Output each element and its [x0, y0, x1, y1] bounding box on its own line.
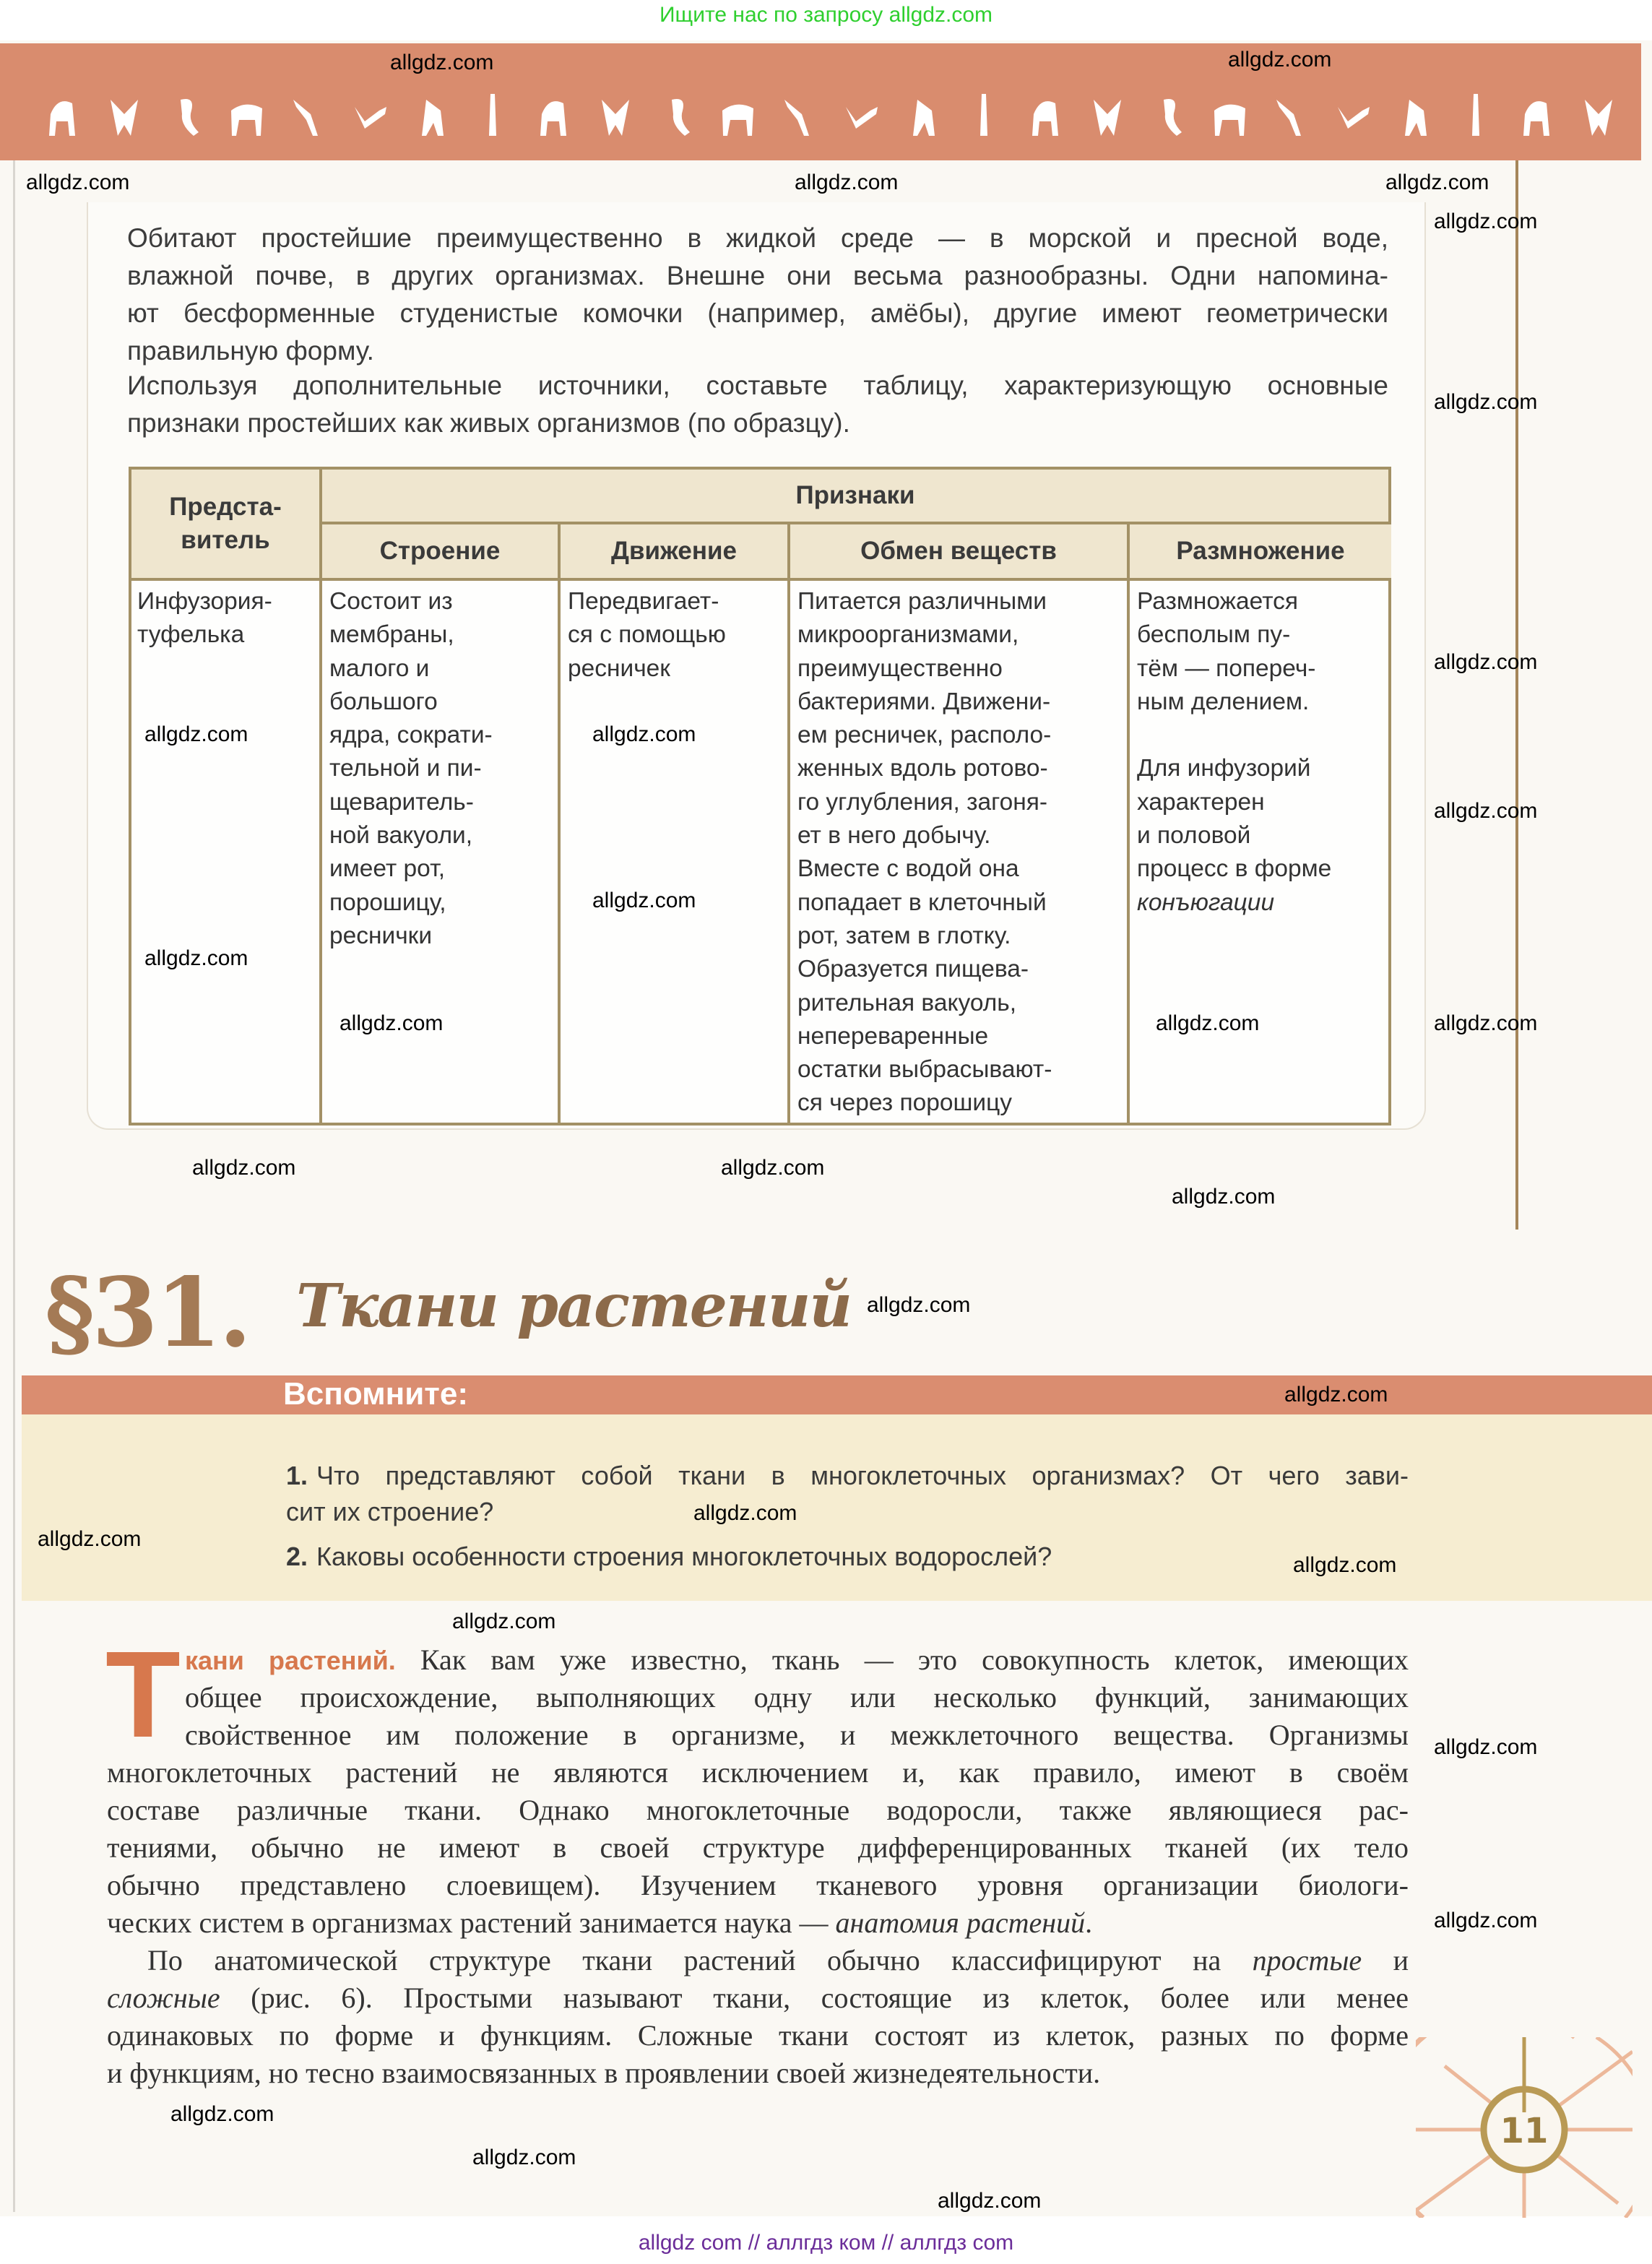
cell-line: конъюгации: [1137, 889, 1275, 916]
watermark: allgdz.com: [1293, 1553, 1397, 1577]
intro-line: Обитают простейшие преимущественно в жидкой среде — в морской и пресной воде,: [127, 223, 1388, 253]
table-rule: [319, 470, 322, 1123]
animal-silhouette-icon: [105, 92, 144, 140]
watermark: allgdz.com: [472, 2146, 576, 2169]
body-segment: свойственное им положение в организме, и межклеточного вещества. Организмы: [185, 1719, 1409, 1751]
animal-silhouette-icon: [596, 92, 635, 140]
cell-line: бесполым пу-: [1137, 621, 1291, 649]
cell-line: Образуется пищева-: [797, 956, 1029, 983]
body-segment: общее происхождение, выполняющих одну или несколько функций, занимающих: [185, 1681, 1409, 1714]
watermark: allgdz.com: [867, 1293, 971, 1317]
table-column-header: Размножение: [1130, 524, 1391, 578]
table-header-group: Признаки: [322, 470, 1388, 522]
table-rule: [558, 524, 561, 1123]
page-number-ornament: [1416, 2037, 1632, 2218]
body-line: [185, 1679, 1409, 1716]
table-cell-structure: [329, 585, 493, 953]
cell-line: щеваритель-: [329, 788, 474, 816]
watermark: allgdz.com: [1434, 1909, 1538, 1932]
margin-rule: [1515, 160, 1518, 1230]
watermark: allgdz.com: [592, 889, 696, 912]
cell-line: женных вдоль ротово-: [797, 755, 1048, 782]
question-text: сит их строение?: [286, 1497, 494, 1526]
body-line: [107, 2055, 1100, 2092]
body-line: [107, 1904, 1092, 1942]
cell-line: тельной и пи-: [329, 755, 482, 782]
cell-line: имеет рот,: [329, 855, 446, 883]
section-number: §31.: [45, 1257, 249, 1369]
table-rule: [1127, 524, 1130, 1123]
body-segment: многоклеточных растений не являются исключением и, как правило, имеют в своём: [107, 1756, 1409, 1789]
intro-line: признаки простейших как живых организмов (по образцу).: [127, 408, 850, 438]
body-segment: Как вам уже известно, ткань — это совокупность клеток, имеющих: [395, 1643, 1409, 1676]
cell-line: туфелька: [137, 621, 245, 649]
cell-line: Передвигает-: [568, 588, 719, 615]
animal-silhouette-icon: [289, 92, 328, 140]
watermark: allgdz.com: [1434, 209, 1538, 233]
cell-line: остатки выбрасывают-: [797, 1056, 1052, 1084]
recall-bar: [22, 1375, 1652, 1414]
body-line: [107, 1829, 1409, 1867]
animal-silhouette-icon: [1579, 92, 1618, 140]
table-rule: [787, 524, 790, 1123]
animal-silhouette-icon: [657, 92, 696, 140]
watermark: allgdz.com: [26, 170, 130, 194]
body-line: [107, 1979, 1409, 2017]
footer-links: allgdz com // аллгдз ком // аллгдз com: [638, 2231, 1014, 2255]
cell-line: го углубления, загоня-: [797, 788, 1048, 816]
watermark: allgdz.com: [1434, 1735, 1538, 1759]
cell-line: рот, затем в глотку.: [797, 922, 1011, 949]
cell-line: Размножается: [1137, 588, 1299, 615]
body-line: [185, 1716, 1409, 1754]
cell-line: большого: [329, 688, 438, 715]
body-line: [147, 1942, 1409, 1979]
animal-silhouette-icon: [780, 92, 819, 140]
animal-silhouette-icon: [1395, 92, 1434, 140]
animal-silhouette-icon: [719, 92, 758, 140]
recall-question-line: [286, 1539, 1052, 1575]
cell-line: тём — попереч-: [1137, 654, 1316, 682]
watermark: allgdz.com: [144, 722, 248, 746]
animal-silhouette-icon: [1211, 92, 1250, 140]
body-segment: По анатомической структуре ткани растений обычно классифицируют на: [147, 1944, 1253, 1976]
compass-ornament-icon: [1416, 2037, 1632, 2218]
body-segment: обычно представлено слоевищем). Изучением тканевого уровня организации биологи-: [107, 1869, 1409, 1901]
watermark: allgdz.com: [1172, 1185, 1276, 1209]
cell-line: ресничек: [568, 654, 670, 682]
cell-line: непереваренные: [797, 1022, 989, 1050]
watermark: allgdz.com: [192, 1156, 296, 1180]
cell-line: Для инфузорий: [1137, 755, 1311, 782]
cell-line: бактериями. Движени-: [797, 688, 1051, 715]
page-edge: [13, 160, 15, 2212]
watermark: allgdz.com: [592, 722, 696, 746]
animal-silhouette-icon: [166, 92, 205, 140]
body-segment: одинаковых по форме и функциям. Сложные ткани состоят из клеток, разных по форме: [107, 2019, 1409, 2052]
cell-line: попадает в клеточный: [797, 889, 1047, 916]
question-number: 1.: [286, 1461, 308, 1490]
watermark: allgdz.com: [938, 2189, 1042, 2213]
watermark: allgdz.com: [1284, 1383, 1388, 1407]
cell-line: мембраны,: [329, 621, 454, 649]
table-cell-reproduction: [1137, 585, 1331, 920]
cell-line: ся с помощью: [568, 621, 726, 649]
cell-line: Инфузория-: [137, 588, 272, 615]
cell-line: реснички: [329, 922, 433, 949]
intro-line: Используя дополнительные источники, составьте таблицу, характеризующую основные: [127, 371, 1388, 400]
animal-silhouette-icon: [1456, 92, 1495, 140]
intro-line: правильную форму.: [127, 336, 374, 366]
recall-question-line: [286, 1458, 1409, 1494]
section-title: Ткани растений: [296, 1271, 851, 1341]
body-line: [107, 2017, 1409, 2055]
watermark: allgdz.com: [1156, 1011, 1260, 1035]
watermark: allgdz.com: [390, 51, 494, 74]
animal-silhouette-icon: [1272, 92, 1311, 140]
cell-line: малого и: [329, 654, 430, 682]
watermark: allgdz.com: [170, 2102, 274, 2126]
table-header-representative: Предста- витель: [131, 470, 319, 578]
drop-cap: Т: [105, 1626, 181, 1763]
body-segment: составе различные ткани. Однако многоклеточные водоросли, также являющиеся рас-: [107, 1794, 1409, 1826]
body-segment: ческих систем в организмах растений занимается наука —: [107, 1906, 836, 1939]
animal-silhouette-icon: [1518, 92, 1557, 140]
body-segment: кани растений.: [185, 1646, 396, 1675]
body-segment: и функциям, но тесно взаимосвязанных в проявлении своей жизнедеятельности.: [107, 2057, 1101, 2089]
recall-label: Вспомните:: [283, 1376, 468, 1412]
intro-line: ют бесформенные студенистые комочки (например, амёбы), другие имеют геометрически: [127, 298, 1388, 328]
watermark: allgdz.com: [1434, 650, 1538, 674]
intro-line: влажной почве, в других организмах. Внешне они весьма разнообразны. Одни напомина-: [127, 261, 1388, 290]
animal-silhouette-icon: [1088, 92, 1127, 140]
watermark: allgdz.com: [1434, 390, 1538, 414]
body-segment: и: [1362, 1944, 1409, 1976]
animal-silhouette-icon: [964, 92, 1003, 140]
animal-silhouette-icon: [903, 92, 942, 140]
cell-line: и половой: [1137, 822, 1251, 850]
animal-silhouette-icon: [350, 92, 389, 140]
cell-line: преимущественно: [797, 654, 1003, 682]
watermark: allgdz.com: [1434, 1011, 1538, 1035]
cell-line: ет в него добычу.: [797, 822, 991, 850]
question-text: Что представляют собой ткани в многоклеточных организмах? От чего зави-: [316, 1461, 1409, 1490]
animal-silhouette-icon: [1026, 92, 1065, 140]
table-rule: [319, 522, 1391, 524]
table-column-header: Обмен веществ: [790, 524, 1127, 578]
recall-question-line: [286, 1494, 493, 1530]
cell-line: Состоит из: [329, 588, 453, 615]
body-line: [107, 1792, 1409, 1829]
cell-line: [1137, 719, 1331, 752]
watermark: allgdz.com: [1434, 799, 1538, 823]
animal-silhouette-icon: [473, 92, 512, 140]
question-number: 2.: [286, 1542, 308, 1571]
body-segment: .: [1085, 1906, 1093, 1939]
animal-silhouette-icon: [1333, 92, 1372, 140]
cell-line: рительная вакуоль,: [797, 989, 1017, 1016]
body-line: [185, 1641, 1409, 1679]
animal-silhouette-icon: [228, 92, 267, 140]
cell-line: Питается различными: [797, 588, 1047, 615]
cell-line: ным делением.: [1137, 688, 1310, 715]
body-segment: сложные: [107, 1982, 220, 2014]
cell-line: Вместе с водой она: [797, 855, 1019, 883]
question-text: Каковы особенности строения многоклеточных водорослей?: [316, 1542, 1052, 1571]
body-line: [107, 1754, 1409, 1792]
body-segment: (рис. 6). Простыми называют ткани, состоящие из клеток, более или менее: [220, 1982, 1409, 2014]
body-segment: анатомия растений: [835, 1906, 1086, 1939]
watermark: allgdz.com: [38, 1527, 142, 1551]
table-column-header: Строение: [322, 524, 558, 578]
table-column-header: Движение: [561, 524, 787, 578]
table-cell-metabolism: [797, 585, 1052, 1120]
watermark: allgdz.com: [144, 946, 248, 970]
animal-silhouette-icon: [412, 92, 451, 140]
table-cell-representative: [137, 585, 272, 652]
animal-silhouettes: [43, 92, 1618, 143]
animal-silhouette-icon: [842, 92, 881, 140]
body-segment: тениями, обычно не имеют в своей структуре дифференцированных тканей (их тело: [107, 1831, 1409, 1864]
cell-line: процесс в форме: [1137, 855, 1332, 883]
cell-line: микроорганизмами,: [797, 621, 1019, 649]
body-line: [107, 1867, 1409, 1904]
watermark: allgdz.com: [721, 1156, 825, 1180]
watermark: allgdz.com: [795, 170, 899, 194]
search-notice: Ищите нас по запросу allgdz.com: [659, 3, 993, 27]
cell-line: ной вакуоли,: [329, 822, 473, 850]
cell-line: ся через порошицу: [797, 1089, 1013, 1117]
watermark: allgdz.com: [693, 1501, 797, 1525]
animal-silhouette-icon: [1149, 92, 1188, 140]
page-number: 11: [1500, 2111, 1549, 2151]
table-cell-movement: [568, 585, 726, 686]
watermark: allgdz.com: [1385, 170, 1489, 194]
watermark: allgdz.com: [340, 1011, 444, 1035]
cell-line: характерен: [1137, 788, 1265, 816]
cell-line: порошицу,: [329, 889, 446, 916]
animal-silhouette-icon: [43, 92, 82, 140]
cell-line: ядра, сократи-: [329, 722, 493, 749]
cell-line: ем ресничек, располо-: [797, 722, 1052, 749]
watermark: allgdz.com: [1228, 48, 1332, 72]
animal-silhouette-icon: [535, 92, 574, 140]
body-segment: простые: [1252, 1944, 1362, 1976]
watermark: allgdz.com: [452, 1610, 556, 1633]
